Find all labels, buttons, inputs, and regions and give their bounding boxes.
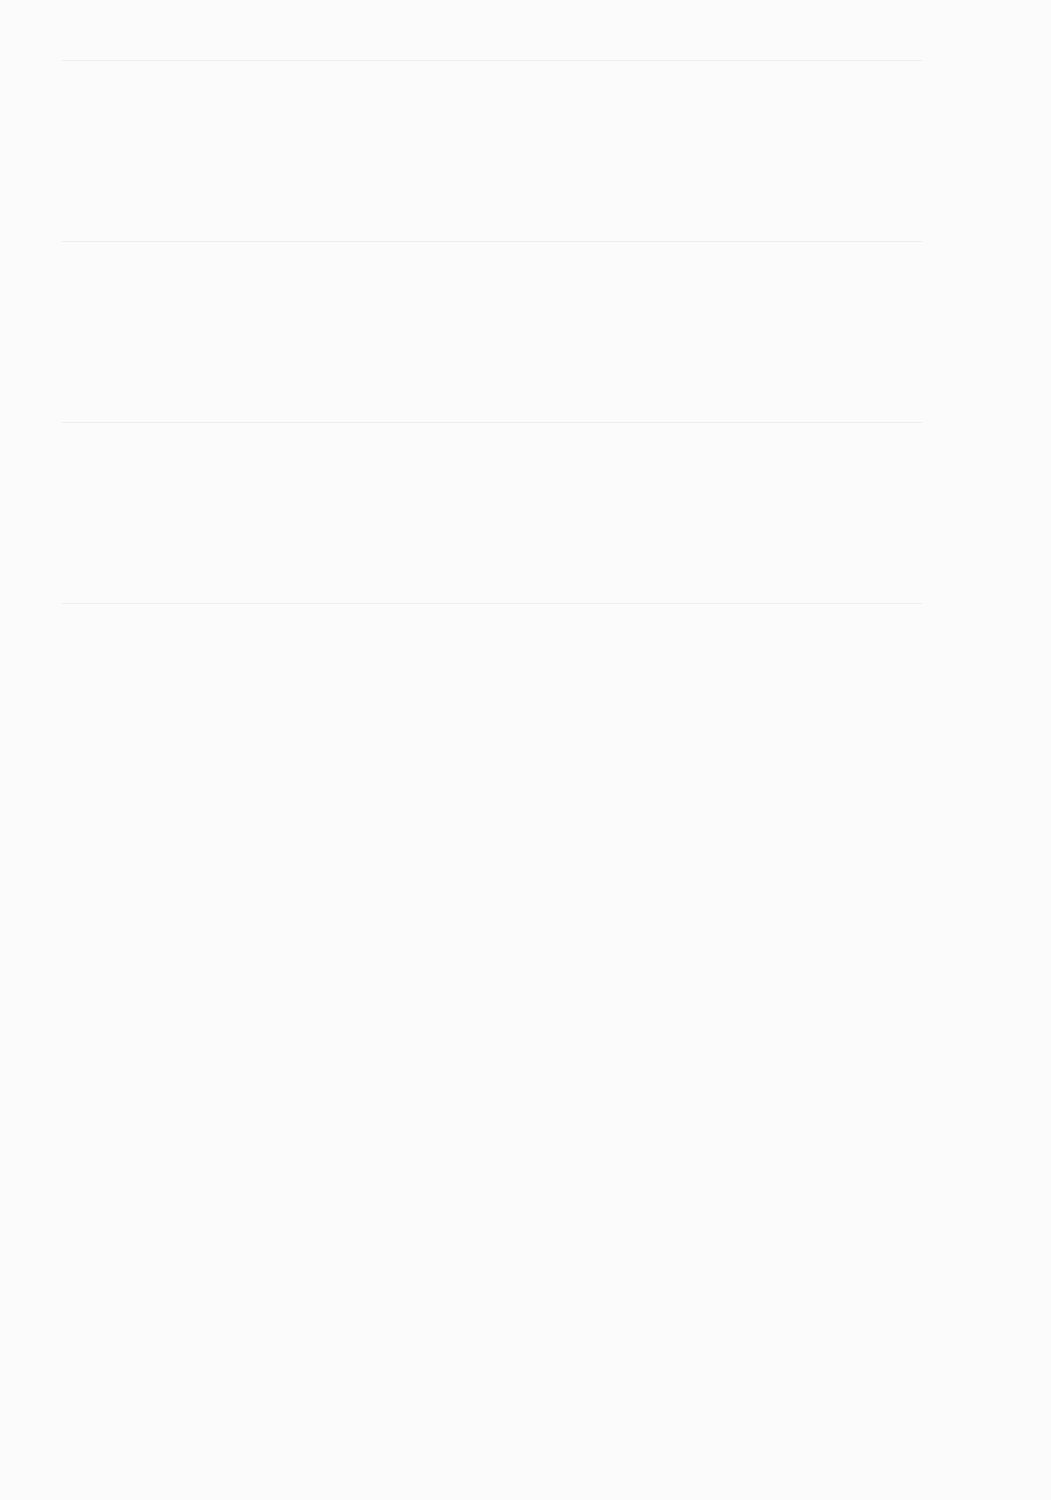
paragraph-3 (62, 422, 922, 583)
section-marker (920, 608, 980, 626)
paragraph-4 (62, 603, 922, 764)
page-number (969, 62, 989, 78)
paragraph-1 (62, 60, 922, 221)
paragraph-2 (62, 241, 922, 402)
page-body (62, 60, 922, 1450)
section-marker (920, 255, 980, 273)
section-marker (920, 1230, 980, 1248)
section-marker (920, 1390, 980, 1408)
